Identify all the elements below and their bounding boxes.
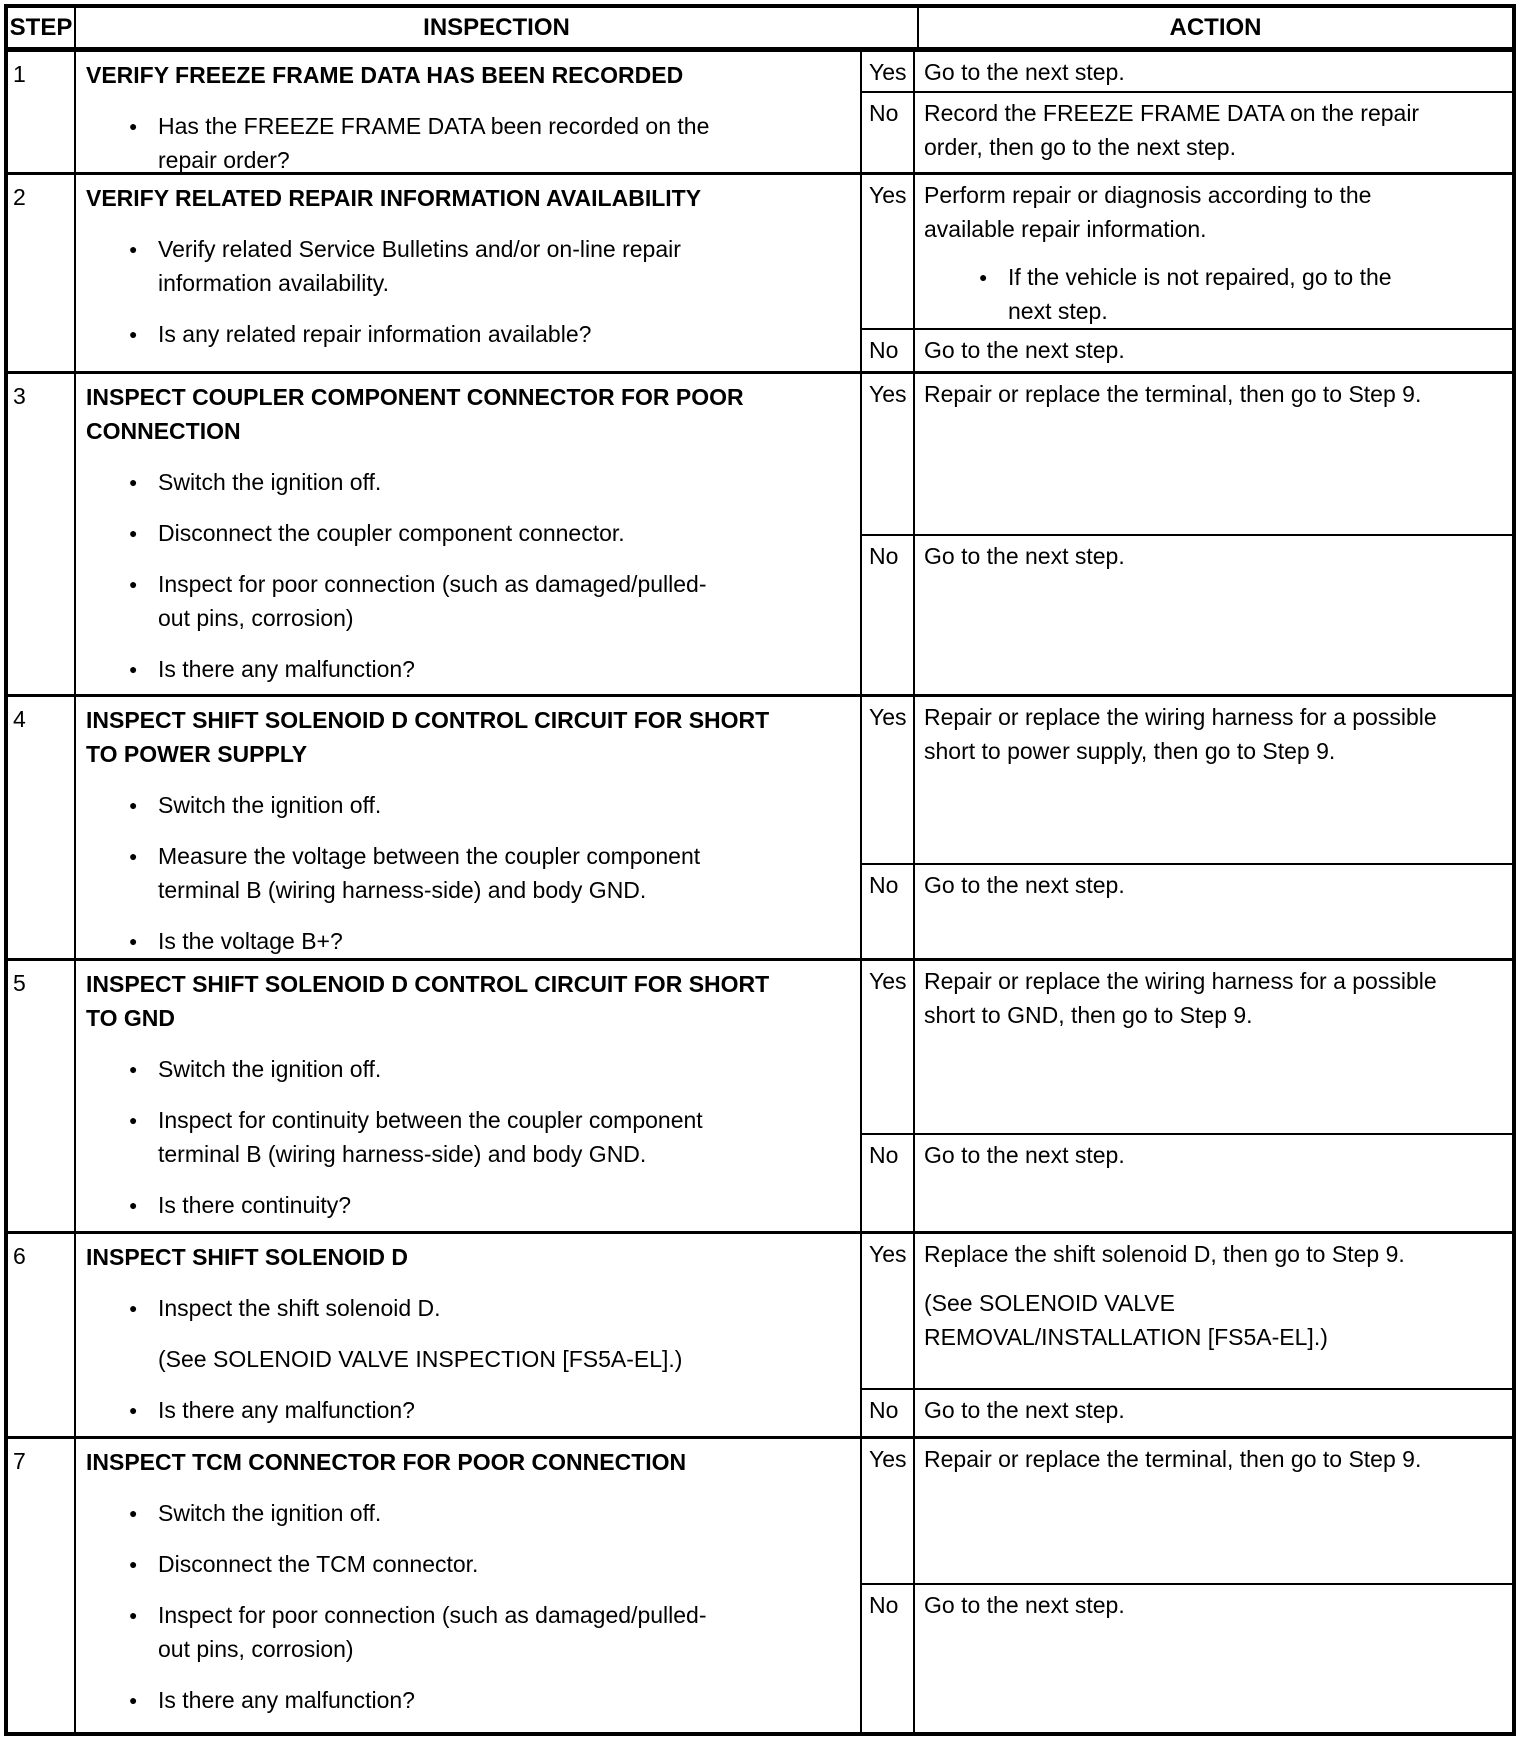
action-text-cell [915,1439,1512,1583]
header-row [8,8,1512,52]
table-row-step-6 [8,1234,1512,1439]
action-text: Go to the next step. [924,1397,1125,1423]
no-subrow [862,536,1512,694]
table-row-step-1 [8,52,1512,175]
inspection-title: INSPECT SHIFT SOLENOID D CONTROL CIRCUIT FOR SHORT TO POWER SUPPLY [86,707,770,767]
inspection-cell [76,52,862,172]
step-number: 4 [13,706,26,732]
bullet-icon: ● [129,576,138,592]
yes-subrow [862,374,1512,536]
action-text: Go to the next step. [924,543,1125,569]
bullet-text: Is there any malfunction? [158,1687,415,1713]
bullet-text: Is there any malfunction? [158,1397,415,1423]
action-cell [862,175,1512,371]
table-row-step-5 [8,961,1512,1234]
action-text: Perform repair or diagnosis according to the available repair information. [924,182,1372,242]
action-text-cell [915,1585,1512,1732]
table-row-step-4 [8,697,1512,961]
inspection-cell [76,374,862,694]
bullet-text: Disconnect the coupler component connector. [158,520,625,546]
bullet-item [129,1188,852,1222]
bullet-item [129,788,852,822]
bullet-icon: ● [129,1556,138,1572]
inspection-title: INSPECT SHIFT SOLENOID D CONTROL CIRCUIT FOR SHORT TO GND [86,971,770,1031]
action-text: Go to the next step. [924,337,1125,363]
step-number: 7 [13,1448,26,1474]
action-cell [862,961,1512,1231]
action-text-cell [915,1234,1512,1388]
action-cell [862,1439,1512,1732]
step-cell [8,374,76,694]
step-cell [8,961,76,1231]
step-cell [8,697,76,958]
action-bullet-text: If the vehicle is not repaired, go to the next step. [1008,264,1392,324]
action-text: Record the FREEZE FRAME DATA on the repair order, then go to the next step. [924,100,1420,160]
bullet-icon: ● [129,326,138,342]
bullet-item [129,1103,852,1171]
bullet-text: Verify related Service Bulletins and/or on-line repair information availability. [158,236,681,296]
no-subrow [862,865,1512,958]
action-text: Repair or replace the wiring harness for a possible short to GND, then go to Step 9. [924,968,1437,1028]
bullet-item [129,1547,852,1581]
column-header-step: STEP [8,8,76,47]
bullet-icon: ● [129,797,138,813]
bullet-text: Switch the ignition off. [158,1056,382,1082]
bullet-item [129,1683,852,1717]
action-note: (See SOLENOID VALVE REMOVAL/INSTALLATION [FS5A-EL].) [924,1290,1328,1350]
bullet-item [129,317,852,351]
bullet-text: Disconnect the TCM connector. [158,1551,479,1577]
bullet-icon: ● [129,1300,138,1316]
inspection-cell [76,1234,862,1436]
yes-label: Yes [862,52,915,91]
inspection-cell [76,697,862,958]
action-text: Repair or replace the wiring harness for a possible short to power supply, then go to Step 9. [924,704,1437,764]
no-subrow [862,1585,1512,1732]
no-label: No [862,536,915,694]
bullet-icon: ● [129,118,138,134]
inspection-cell [76,961,862,1231]
no-subrow [862,1135,1512,1231]
action-text-cell [915,536,1512,694]
step-number: 5 [13,970,26,996]
bullet-item [129,1052,852,1086]
yes-subrow [862,1439,1512,1585]
bullet-icon: ● [129,661,138,677]
action-text-cell [915,330,1512,371]
step-number: 1 [13,61,26,87]
bullet-text: Is any related repair information available? [158,321,592,347]
action-text: Repair or replace the terminal, then go to Step 9. [924,1446,1422,1472]
action-text-cell [915,1135,1512,1231]
yes-label: Yes [862,1439,915,1583]
bullet-item [129,232,852,300]
yes-label: Yes [862,1234,915,1388]
bullet-icon: ● [129,474,138,490]
inspection-title: INSPECT SHIFT SOLENOID D [86,1244,409,1270]
action-text-cell [915,374,1512,534]
bullet-text: Is there any malfunction? [158,656,415,682]
inspection-title: INSPECT TCM CONNECTOR FOR POOR CONNECTION [86,1449,687,1475]
column-header-action: ACTION [1169,13,1262,41]
yes-subrow [862,1234,1512,1390]
bullet-text: Switch the ignition off. [158,1500,382,1526]
bullet-item [129,1496,852,1530]
bullet-text: Is the voltage B+? [158,928,343,954]
bullet-icon: ● [979,269,988,285]
no-subrow [862,1390,1512,1436]
bullet-item [129,924,852,958]
action-text: Go to the next step. [924,872,1125,898]
action-text: Go to the next step. [924,1592,1125,1618]
action-bullet-item [979,260,1506,328]
bullet-text: Inspect for poor connection (such as damaged/pulled-out pins, corrosion) [158,571,707,631]
no-label: No [862,1585,915,1732]
bullet-item [129,109,852,172]
step-number: 3 [13,383,26,409]
action-text: Go to the next step. [924,1142,1125,1168]
bullet-item [129,567,852,635]
inspection-cell [76,175,862,371]
bullet-item [129,652,852,686]
yes-subrow [862,961,1512,1135]
action-cell [862,374,1512,694]
yes-subrow [862,52,1512,93]
bullet-icon: ● [129,933,138,949]
action-text: Go to the next step. [924,59,1125,85]
bullet-item [129,1291,852,1325]
step-number: 6 [13,1243,26,1269]
yes-label: Yes [862,175,915,328]
no-label: No [862,1390,915,1436]
bullet-text: Inspect for poor connection (such as damaged/pulled-out pins, corrosion) [158,1602,707,1662]
no-label: No [862,1135,915,1231]
no-subrow [862,93,1512,172]
bullet-item [129,516,852,550]
action-text: Repair or replace the terminal, then go to Step 9. [924,381,1422,407]
step-cell [8,52,76,172]
no-label: No [862,330,915,371]
column-header-inspection: INSPECTION [76,8,919,47]
bullet-icon: ● [129,1402,138,1418]
step-cell [8,1439,76,1732]
bullet-icon: ● [129,1197,138,1213]
action-cell [862,697,1512,958]
bullet-icon: ● [129,241,138,257]
bullet-text: Switch the ignition off. [158,792,382,818]
yes-subrow [862,175,1512,330]
step-cell [8,1234,76,1436]
bullet-icon: ● [129,525,138,541]
bullet-item [129,1393,852,1427]
inspection-title: INSPECT COUPLER COMPONENT CONNECTOR FOR POOR CONNECTION [86,384,744,444]
bullet-icon: ● [129,1607,138,1623]
yes-subrow [862,697,1512,865]
bullet-text: Has the FREEZE FRAME DATA been recorded on the repair order? [158,113,710,172]
yes-label: Yes [862,374,915,534]
bullet-text: Inspect the shift solenoid D. [158,1295,441,1321]
action-text-cell [915,175,1512,328]
inspection-cell [76,1439,862,1732]
no-subrow [862,330,1512,371]
bullet-icon: ● [129,1505,138,1521]
step-number: 2 [13,184,26,210]
bullet-icon: ● [129,1061,138,1077]
bullet-text: Measure the voltage between the coupler component terminal B (wiring harness-side) and body GND. [158,843,701,903]
table-row-step-3 [8,374,1512,697]
bullet-icon: ● [129,1112,138,1128]
inspection-note: (See SOLENOID VALVE INSPECTION [FS5A-EL].) [158,1346,683,1372]
action-text-cell [915,1390,1512,1436]
action-text-cell [915,52,1512,91]
bullet-item [129,839,852,907]
action-text: Replace the shift solenoid D, then go to Step 9. [924,1241,1405,1267]
bullet-text: Is there continuity? [158,1192,352,1218]
no-label: No [862,93,915,172]
bullet-item [129,465,852,499]
bullet-text: Switch the ignition off. [158,469,382,495]
action-text-cell [915,93,1512,172]
yes-label: Yes [862,961,915,1133]
diagnostic-table [4,4,1516,1736]
yes-label: Yes [862,697,915,863]
table-row-step-7 [8,1439,1512,1732]
no-label: No [862,865,915,958]
inspection-title: VERIFY FREEZE FRAME DATA HAS BEEN RECORDED [86,62,684,88]
bullet-icon: ● [129,1692,138,1708]
action-cell [862,52,1512,172]
bullet-text: Inspect for continuity between the coupler component terminal B (wiring harness-side) and body GND. [158,1107,703,1167]
action-text-cell [915,865,1512,958]
table-row-step-2 [8,175,1512,374]
action-text-cell [915,961,1512,1133]
step-cell [8,175,76,371]
inspection-title: VERIFY RELATED REPAIR INFORMATION AVAILABILITY [86,185,702,211]
action-cell [862,1234,1512,1436]
bullet-item [129,1598,852,1666]
bullet-icon: ● [129,848,138,864]
action-text-cell [915,697,1512,863]
